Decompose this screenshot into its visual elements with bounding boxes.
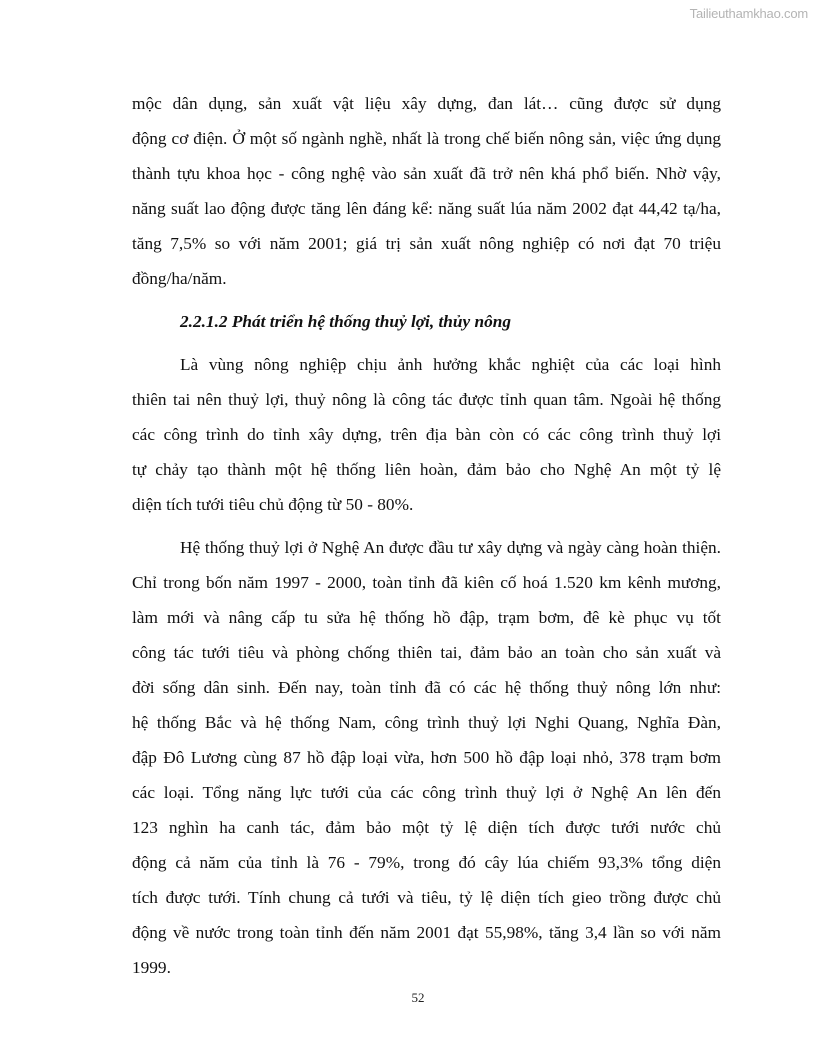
text-line: Là vùng nông nghiệp chịu ảnh hưởng khắc nghiệt của các loại hình	[180, 355, 721, 374]
section-heading: 2.2.1.2 Phát triển hệ thống thuỷ lợi, thủy nông	[180, 312, 511, 331]
paragraph-2	[132, 351, 721, 526]
paragraph-1	[132, 90, 721, 300]
text-line: đời sống dân sinh. Đến nay, toàn tỉnh đã có các hệ thống thuỷ nông lớn như:	[132, 678, 721, 697]
watermark: Tailieuthamkhao.com	[689, 6, 808, 21]
text-line: tăng 7,5% so với năm 2001; giá trị sản xuất nông nghiệp có nơi đạt 70 triệu	[132, 234, 721, 253]
text-line: các công trình do tỉnh xây dựng, trên địa bàn còn có các công trình thuỷ lợi	[132, 425, 721, 444]
text-line: động cả năm của tỉnh là 76 - 79%, trong đó cây lúa chiếm 93,3% tổng diện	[132, 853, 721, 872]
text-line: công tác tưới tiêu và phòng chống thiên tai, đảm bảo an toàn cho sản xuất và	[132, 643, 721, 662]
document-body	[132, 90, 721, 989]
text-line: tích được tưới. Tính chung cả tưới và tiêu, tỷ lệ diện tích gieo trồng được chủ	[132, 888, 721, 907]
text-line: 1999.	[132, 958, 171, 977]
text-line: mộc dân dụng, sản xuất vật liệu xây dựng, đan lát… cũng được sử dụng	[132, 94, 721, 113]
text-line: Hệ thống thuỷ lợi ở Nghệ An được đầu tư xây dựng và ngày càng hoàn thiện.	[180, 538, 721, 557]
text-line: động về nước trong toàn tỉnh đến năm 2001 đạt 55,98%, tăng 3,4 lần so với năm	[132, 923, 721, 942]
text-line: đồng/ha/năm.	[132, 269, 227, 288]
text-line: hệ thống Bắc và hệ thống Nam, công trình thuỷ lợi Nghi Quang, Nghĩa Đàn,	[132, 713, 721, 732]
text-line: 123 nghìn ha canh tác, đảm bảo một tỷ lệ diện tích được tưới nước chủ	[132, 818, 721, 837]
paragraph-3	[132, 534, 721, 989]
text-line: Chỉ trong bốn năm 1997 - 2000, toàn tỉnh đã kiên cố hoá 1.520 km kênh mương,	[132, 573, 721, 592]
text-line: năng suất lao động được tăng lên đáng kể: năng suất lúa năm 2002 đạt 44,42 tạ/ha,	[132, 199, 721, 218]
text-line: động cơ điện. Ở một số ngành nghề, nhất là trong chế biến nông sản, việc ứng dụng	[132, 129, 721, 148]
text-line: thành tựu khoa học - công nghệ vào sản xuất đã trở nên khá phổ biến. Nhờ vậy,	[132, 164, 721, 183]
text-line: làm mới và nâng cấp tu sửa hệ thống hồ đập, trạm bơm, đê kè phục vụ tốt	[132, 608, 721, 627]
text-line: thiên tai nên thuỷ lợi, thuỷ nông là công tác được tỉnh quan tâm. Ngoài hệ thống	[132, 390, 721, 409]
text-line: tự chảy tạo thành một hệ thống liên hoàn, đảm bảo cho Nghệ An một tỷ lệ	[132, 460, 721, 479]
page-number: 52	[411, 990, 425, 1005]
text-line: diện tích tưới tiêu chủ động từ 50 - 80%.	[132, 495, 414, 514]
text-line: đập Đô Lương cùng 87 hồ đập loại vừa, hơn 500 hồ đập loại nhỏ, 378 trạm bơm	[132, 748, 721, 767]
text-line: các loại. Tổng năng lực tưới của các công trình thuỷ lợi ở Nghệ An lên đến	[132, 783, 721, 802]
